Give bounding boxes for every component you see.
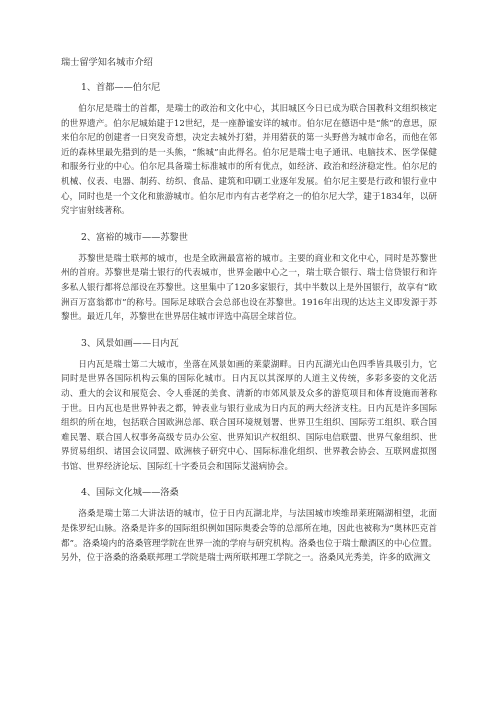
section-heading-geneva: 3、风景如画——日内瓦: [81, 337, 179, 349]
section-paragraph-bern: 伯尔尼是瑞士的首都，是瑞士的政治和文化中心，其旧城区今日已成为联合国教科文组织核定的世界遗产。伯尔尼城始建于12世纪，是一座静谧安详的城市。伯尔尼在德语中是“熊”的意思，原来伯尔尼的创建者一日突发奇想，决定去城外打猎，并用猎获的第一头野兽为城市命名，而他在邻近的森林里最先猎到的是一头熊，“熊城”由此得名。伯尔尼是瑞士电子通讯、电脑技术、医学保健和服务行业的中心。伯尔尼具备瑞士标准城市的所有优点，如经济、政治和经济稳定性。伯尔尼的机械、仪表、电器、制药、纺织、食品、建筑和印刷工业逐年发展。伯尔尼主要是行政和银行业中心，同时也是一个文化和旅游城市。伯尔尼市内有古老学府之一的伯尔尼大学，建于1834年，以研究宇宙射线著称。: [61, 104, 437, 217]
section-paragraph-zurich: 苏黎世是瑞士联邦的城市，也是全欧洲最富裕的城市。主要的商业和文化中心，同时是苏黎世州的首府。苏黎世是瑞士银行的代表城市，世界金融中心之一，瑞士联合银行、瑞士信贷银行和许多私人银行都将总部设在苏黎世。这里集中了120多家银行，其中半数以上是外国银行，故享有“欧洲百万富翁都市”的称号。国际足球联合会总部也设在苏黎世。1916年出现的达达主义即发源于苏黎世。最近几年，苏黎世在世界居住城市评选中高居全球首位。: [61, 253, 437, 323]
document-body: [61, 56, 437, 578]
section-paragraph-lausanne: 洛桑是瑞士第二大讲法语的城市，位于日内瓦湖北岸，与法国城市埃维昂莱班隔湖相望，北面是侏罗纪山脉。洛桑是许多的国际组织例如国际奥委会等的总部所在地，因此也被称为“奥林匹克首都”。洛桑境内的洛桑管理学院在世界一流的学府与研究机构。洛桑也位于瑞士酿酒区的中心位置。另外，位于洛桑的洛桑联邦理工学院是瑞士两所联邦理工学院之一。洛桑风光秀美，许多的欧洲文: [61, 509, 437, 564]
section-heading-lausanne: 4、国际文化城——洛桑: [81, 487, 179, 499]
section-paragraph-geneva: 日内瓦是瑞士第二大城市，坐落在风景如画的莱蒙湖畔。日内瓦湖光山色四季皆具吸引力，它同时是世界各国际机构云集的国际化城市。日内瓦以其深厚的人道主义传统，多彩多姿的文化活动、重大的会议和展览会、令人垂涎的美食、清新的市郊风景及众多的游览项目和体育设施而著称于世。日内瓦也是世界钟表之都，钟表业与银行业成为日内瓦的两大经济支柱。日内瓦是许多国际组织的所在地，包括联合国欧洲总部、联合国环境规划署、世界卫生组织、国际劳工组织、联合国难民署、联合国人权事务高级专员办公室、世界知识产权组织、国际电信联盟、世界气象组织、世界贸易组织、诸国会议同盟、欧洲核子研究中心、国际标准化组织、世界教会协会、互联网虚拟图书馆、世界经济论坛、国际红十字委员会和国际艾滋病协会。: [61, 359, 437, 472]
document-title: 瑞士留学知名城市介绍: [61, 57, 153, 68]
section-heading-zurich: 2、富裕的城市——苏黎世: [81, 231, 188, 243]
section-heading-bern: 1、首都——伯尔尼: [81, 82, 161, 93]
